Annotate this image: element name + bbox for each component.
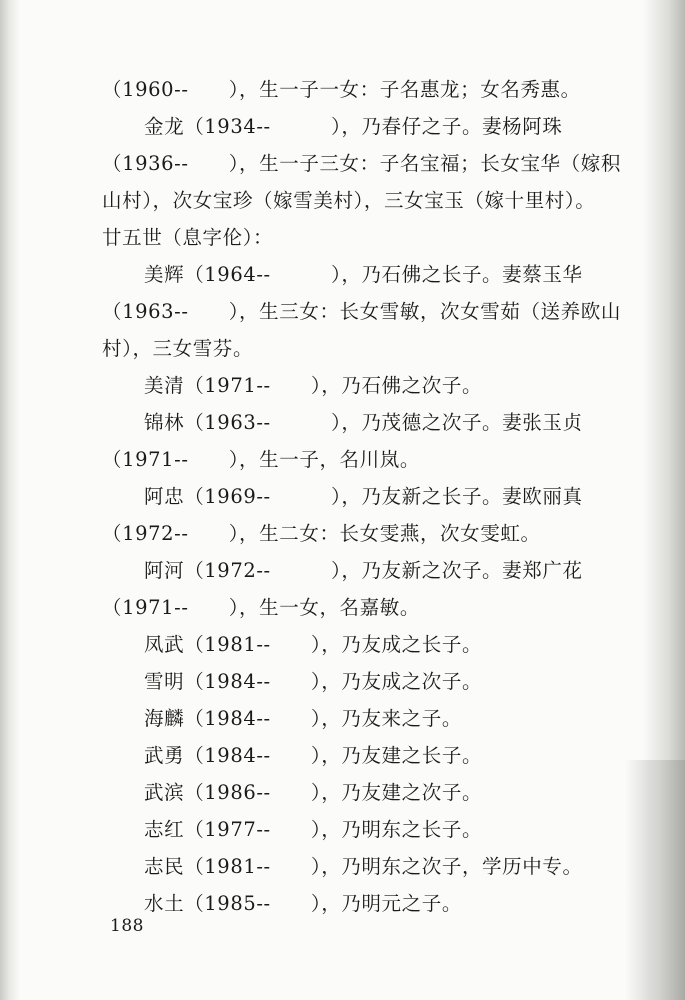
text-line: 武滨（1986-- ），乃友建之次子。 (144, 781, 483, 804)
text-line: （1972-- ），生二女：长女雯燕，次女雯虹。 (102, 522, 541, 545)
text-line: （1936-- ），生一子三女：子名宝福；长女宝华（嫁积 (102, 152, 621, 175)
text-line: 志民（1981-- ），乃明东之次子，学历中专。 (144, 855, 583, 878)
text-line: 村），三女雪芬。 (102, 337, 254, 360)
text-line: 海麟（1984-- ），乃友来之子。 (144, 707, 462, 730)
text-line: （1971-- ），生一女，名嘉敏。 (102, 596, 420, 619)
text-line: 凤武（1981-- ），乃友成之长子。 (144, 633, 483, 656)
text-line: （1960-- ），生一子一女：子名惠龙；女名秀惠。 (102, 78, 581, 101)
text-line: 美清（1971-- ），乃石佛之次子。 (144, 374, 483, 397)
page-body (102, 71, 662, 922)
page-number: 188 (110, 916, 144, 936)
generation-heading: 廿五世（息字伦）： (102, 226, 274, 249)
text-line: 山村），次女宝珍（嫁雪美村），三女宝玉（嫁十里村）。 (102, 189, 596, 212)
text-line: 美辉（1964-- ），乃石佛之长子。妻蔡玉华 (144, 263, 583, 286)
text-line: 锦林（1963-- ），乃茂德之次子。妻张玉贞 (144, 411, 583, 434)
text-line: 阿忠（1969-- ），乃友新之长子。妻欧丽真 (144, 485, 583, 508)
text-line: （1971-- ），生一子，名川岚。 (102, 448, 420, 471)
text-line: 志红（1977-- ），乃明东之长子。 (144, 818, 483, 841)
text-line: 雪明（1984-- ），乃友成之次子。 (144, 670, 483, 693)
text-line: 水土（1985-- ），乃明元之子。 (144, 892, 462, 915)
text-line: 武勇（1984-- ），乃友建之长子。 (144, 744, 483, 767)
text-line: 金龙（1934-- ），乃春仔之子。妻杨阿珠 (144, 115, 563, 138)
scan-shadow-left (0, 0, 20, 1000)
text-line: （1963-- ），生三女：长女雪敏，次女雪茹（送养欧山 (102, 300, 621, 323)
text-line: 阿河（1972-- ），乃友新之次子。妻郑广花 (144, 559, 583, 582)
